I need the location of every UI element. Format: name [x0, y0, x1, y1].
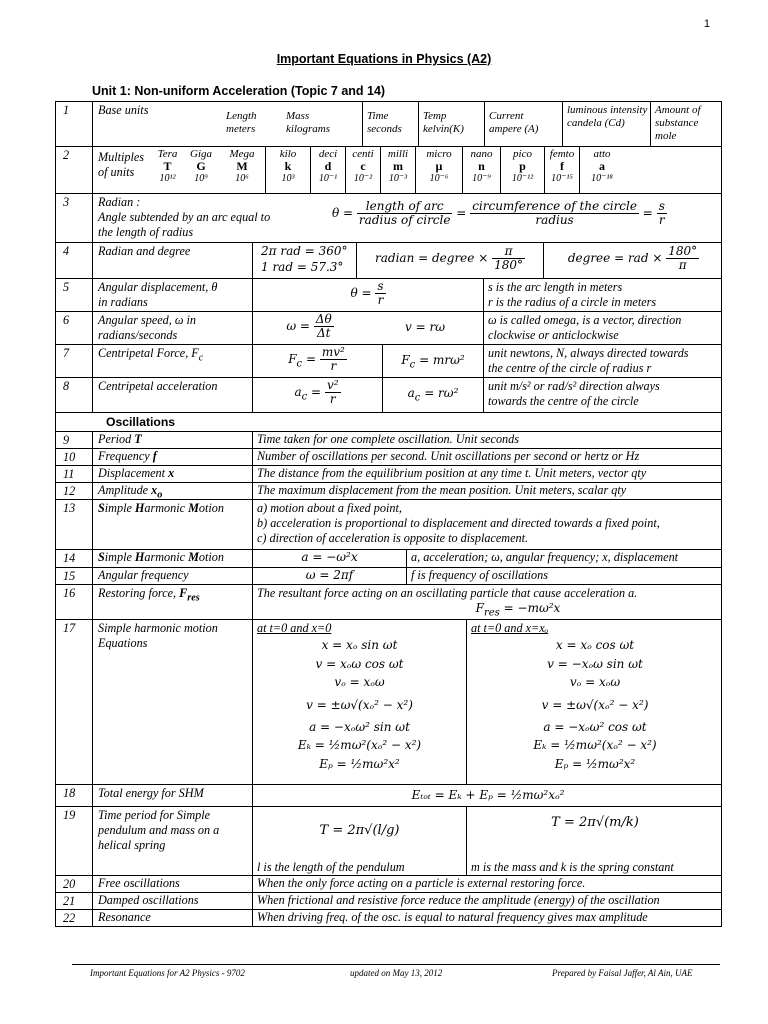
page-number: 1	[703, 18, 710, 30]
left-condition: at t=0 and x=0	[257, 621, 332, 635]
multiple-mega	[219, 147, 265, 193]
omega-frequency-equation: ω = 2πf	[252, 568, 406, 584]
prefix-symbol: n	[478, 159, 485, 173]
row-resonance	[55, 910, 722, 927]
left-equation: Eₖ = ½mω²(xₒ² − x²)	[297, 738, 422, 752]
left-equation: x = xₒ sin ωt	[321, 638, 398, 652]
right-equation: Eₖ = ½mω²(xₒ² − x²)	[533, 738, 657, 752]
prefix-symbol: f	[560, 159, 564, 173]
unit-cell: Current ampere (A)	[484, 102, 562, 146]
row-number: 9	[63, 433, 70, 447]
row-label: Base units	[92, 102, 252, 146]
row-description: When frictional and resistive force reduce the amplitude (energy) of the oscillation	[252, 893, 723, 909]
prefix-power: 10⁻¹⁵	[551, 173, 573, 184]
row-number: 20	[63, 877, 76, 891]
multiple-nano	[462, 147, 500, 193]
row-notes: unit newtons, N, always directed towards the centre of the circle of radius r	[483, 345, 723, 377]
row-label: Resonance	[92, 910, 252, 926]
right-condition: at t=0 and x=xₒ	[471, 621, 549, 635]
row-label: Displacement x	[92, 466, 252, 482]
row-number: 12	[63, 484, 76, 498]
pendulum-note: l is the length of the pendulum	[257, 860, 405, 874]
prefix-symbol: M	[236, 159, 248, 173]
row-number: 6	[63, 313, 70, 327]
row-angular-displacement	[55, 279, 722, 312]
unit-cell: Amount of substance mole	[650, 102, 723, 146]
row-time-period	[55, 807, 722, 876]
row-radian	[55, 194, 722, 243]
total-energy-equation: Eₜₒₜ = Eₖ + Eₚ = ½mω²xₒ²	[252, 785, 723, 806]
multiple-tera	[152, 147, 183, 193]
prefix-name: kilo	[279, 148, 297, 160]
row-radian-degree	[55, 243, 722, 279]
acceleration-equation-2: $a_c = r\omega^2$	[382, 378, 483, 412]
row-number: 14	[63, 551, 76, 565]
row-number: 16	[63, 586, 76, 600]
row-number: 22	[63, 911, 76, 925]
prefix-power: 10³	[281, 173, 295, 184]
left-equation: v = xₒω cos ωt	[315, 656, 404, 671]
row-label: Angular frequency	[92, 568, 252, 584]
row-multiples	[55, 147, 722, 194]
row-centripetal-force	[55, 345, 722, 378]
prefix-name: nano	[470, 148, 493, 160]
pendulum-cell	[252, 807, 466, 875]
row-label: Multiples of units	[92, 147, 152, 193]
row-notes: s is the arc length in meters r is the radius of a circle in meters	[483, 279, 723, 311]
spring-cell	[466, 807, 723, 875]
row-label: Simple harmonic motion Equations	[92, 620, 252, 784]
radian-equation: θ = $\frac{\text{length of arc}}{\text{radius of circle}}$ = $\frac{\text{circumference of the circle}}{\text{radius}}$ = $\frac{s}{r}$	[332, 199, 665, 227]
row-description: a) motion about a fixed point, b) acceleration is proportional to displacement and directed towards a fixed point, c) direction of acceleration is opposite to displacement.	[252, 500, 723, 549]
prefix-power: 10⁻¹⁸	[591, 173, 613, 184]
row-number: 2	[63, 148, 70, 162]
unit-cell: luminous intensity candela (Cd)	[562, 102, 650, 146]
prefix-power: 10⁹	[194, 173, 208, 184]
prefix-name: pico	[513, 148, 532, 160]
prefix-name: deci	[318, 148, 338, 160]
row-number: 5	[63, 280, 70, 294]
row-number: 17	[63, 621, 76, 635]
left-equation: a = −xₒω² sin ωt	[309, 719, 410, 734]
row-shm-equations	[55, 620, 722, 785]
row-description: a, acceleration; ω, angular frequency; x, displacement	[406, 550, 723, 567]
prefix-symbol: p	[519, 159, 526, 173]
row-displacement	[55, 466, 722, 483]
prefix-power: 10⁻¹²	[511, 173, 534, 184]
prefix-power: 10⁻⁶	[429, 173, 449, 184]
row-shm-equation	[55, 550, 722, 568]
equations-left	[252, 620, 466, 784]
unit-heading: Unit 1: Non-uniform Acceleration (Topic 7 and 14)	[92, 84, 386, 98]
row-label: Radian and degree	[92, 243, 252, 278]
row-number: 21	[63, 894, 76, 908]
unit-cell: Time seconds	[362, 102, 418, 146]
prefix-power: 10⁻⁹	[472, 173, 491, 184]
prefix-power: 10⁻²	[353, 173, 373, 184]
row-period	[55, 432, 722, 449]
omega-equation: ω = $\frac{\Delta\theta}{\Delta t}$	[252, 312, 367, 344]
footer-left: Important Equations for A2 Physics - 9702	[90, 968, 245, 978]
prefix-symbol: G	[196, 159, 206, 173]
prefix-name: milli	[387, 148, 409, 160]
prefix-name: atto	[593, 148, 611, 160]
prefix-name: Mega	[229, 148, 255, 160]
radian-formula: radian = degree × $\frac{\pi}{180^\circ}$	[356, 243, 543, 278]
multiple-femto	[544, 147, 579, 193]
acceleration-equation: $a_c$ = $\frac{\text{v²}}{r}$	[252, 378, 382, 412]
row-label: Angular displacement, θ in radians	[92, 279, 252, 311]
left-equation: v = ±ω√(xₒ² − x²)	[306, 697, 413, 712]
row-description: Number of oscillations per second. Unit oscillations per second or hertz or Hz	[252, 449, 723, 465]
unit-cell: Temp kelvin(K)	[418, 102, 484, 146]
section-heading: Oscillations	[106, 415, 176, 429]
row-frequency	[55, 449, 722, 466]
prefix-name: Giga	[190, 148, 212, 160]
prefix-power: 10⁶	[235, 173, 249, 184]
row-centripetal-acceleration	[55, 378, 722, 413]
row-label: Free oscillations	[92, 876, 252, 892]
multiple-kilo	[265, 147, 310, 193]
degree-formula: degree = rad × $\frac{180^\circ}{\pi}$	[543, 243, 723, 278]
force-equation-2: $F_c = mr\omega^2$	[382, 345, 483, 377]
unit-cell: Mass kilograms	[286, 110, 330, 135]
multiple-milli	[380, 147, 415, 193]
row-description: The maximum displacement from the mean position. Unit meters, scalar qty	[252, 483, 723, 499]
row-free-oscillations	[55, 876, 722, 893]
row-description: Time taken for one complete oscillation. Unit seconds	[252, 432, 723, 448]
spring-note: m is the mass and k is the spring constant	[471, 860, 674, 874]
right-equation: a = −xₒω² cos ωt	[543, 719, 647, 734]
row-number: 8	[63, 379, 70, 393]
force-equation: $F_c$ = $\frac{\text{mv²}}{r}$	[252, 345, 382, 377]
row-shm-definition	[55, 500, 722, 550]
prefix-symbol: µ	[435, 159, 443, 173]
row-number: 15	[63, 569, 76, 583]
right-equation: v = −xₒω sin ωt	[547, 656, 643, 671]
row-total-energy	[55, 785, 722, 807]
prefix-name: micro	[426, 148, 452, 160]
row-damped-oscillations	[55, 893, 722, 910]
row-number: 1	[63, 103, 70, 117]
degree-equations: 2π rad = 360° 1 rad = 57.3°	[252, 243, 356, 278]
prefix-symbol: a	[599, 159, 605, 173]
row-label: Simple Harmonic Motion	[92, 550, 252, 567]
left-equation: vₒ = xₒω	[334, 675, 385, 689]
right-equation-list	[467, 636, 723, 773]
spring-equation: T = 2π√(m/k)	[551, 815, 639, 830]
row-number: 7	[63, 346, 70, 360]
footer-center: updated on May 13, 2012	[350, 968, 443, 978]
multiple-micro	[415, 147, 462, 193]
right-equation: vₒ = xₒω	[569, 675, 621, 689]
row-label: Restoring force, $F_{res}$	[92, 585, 252, 619]
row-description: When the only force acting on a particle is external restoring force.	[252, 876, 723, 892]
row-label: Amplitude $x_o$	[92, 483, 252, 499]
row-number: 4	[63, 244, 70, 258]
row-number: 13	[63, 501, 76, 515]
theta-equation: θ = $\frac{s}{r}$	[252, 279, 483, 311]
multiple-centi	[345, 147, 380, 193]
v-equation: v = rω	[405, 320, 445, 334]
prefix-symbol: k	[284, 159, 292, 173]
prefix-power: 10⁻³	[388, 173, 408, 184]
footer-rule	[72, 964, 720, 965]
footer-right: Prepared by Faisal Jaffer, Al Ain, UAE	[552, 968, 693, 978]
row-description: When driving freq. of the osc. is equal to natural frequency gives max amplitude	[252, 910, 723, 926]
multiple-giga	[183, 147, 219, 193]
row-notes: unit m/s² or rad/s² direction always towards the centre of the circle	[483, 378, 723, 412]
row-description: f is frequency of oscillations	[406, 568, 723, 584]
row-label: Period T	[92, 432, 252, 448]
multiple-pico	[500, 147, 544, 193]
page-title: Important Equations in Physics (A2)	[276, 52, 492, 66]
row-number: 3	[63, 195, 70, 209]
prefix-power: 10⁻¹	[318, 173, 338, 184]
oscillations-heading-row	[55, 413, 722, 432]
shm-equation: a = −ω²x	[252, 550, 406, 567]
row-amplitude	[55, 483, 722, 500]
pendulum-equation: T = 2π√(l/g)	[319, 823, 400, 838]
row-number: 19	[63, 808, 76, 822]
row-label: Frequency f	[92, 449, 252, 465]
equations-right	[466, 620, 723, 784]
prefix-symbol: d	[324, 159, 332, 173]
row-description: The distance from the equilibrium position at any time t. Unit meters, vector qty	[252, 466, 723, 482]
row-label: Centripetal acceleration	[92, 378, 252, 412]
row-label: Angular speed, ω in radians/seconds	[92, 312, 252, 344]
row-number: 18	[63, 786, 76, 800]
row-angular-speed	[55, 312, 722, 345]
row-label: Simple Harmonic Motion	[92, 500, 252, 549]
right-equation: v = ±ω√(xₒ² − x²)	[541, 697, 649, 712]
prefix-name: centi	[352, 148, 374, 160]
prefix-symbol: c	[360, 159, 366, 173]
prefix-name: Tera	[157, 148, 178, 160]
row-number: 11	[63, 467, 75, 481]
row-label: Time period for Simple pendulum and mass on a helical spring	[92, 807, 252, 875]
row-notes: ω is called omega, is a vector, direction clockwise or anticlockwise	[483, 312, 723, 344]
prefix-symbol: T	[163, 159, 172, 173]
unit-cell: Length meters	[226, 110, 257, 135]
row-number: 10	[63, 450, 76, 464]
prefix-name: femto	[549, 148, 575, 160]
multiple-atto	[579, 147, 624, 193]
row-base-units	[55, 101, 722, 147]
prefix-symbol: m	[393, 159, 403, 173]
prefix-power: 10¹²	[159, 173, 176, 184]
left-equation: Eₚ = ½mω²x²	[319, 756, 400, 771]
row-label: Centripetal Force, $F_c$	[92, 345, 252, 377]
right-equation: x = xₒ cos ωt	[555, 638, 635, 652]
row-angular-frequency	[55, 568, 722, 585]
row-label: Damped oscillations	[92, 893, 252, 909]
row-label: Radian : Angle subtended by an arc equal to the length of radius	[92, 194, 332, 242]
multiple-deci	[310, 147, 345, 193]
row-restoring-force	[55, 585, 722, 620]
row-label: Total energy for SHM	[92, 785, 252, 806]
left-equation-list	[253, 636, 466, 773]
right-equation: Eₚ = ½mω²x²	[554, 756, 636, 771]
row-description: The resultant force acting on an oscillating particle that cause acceleration a. $F_{res} = -m\omega^2x$	[252, 585, 723, 619]
